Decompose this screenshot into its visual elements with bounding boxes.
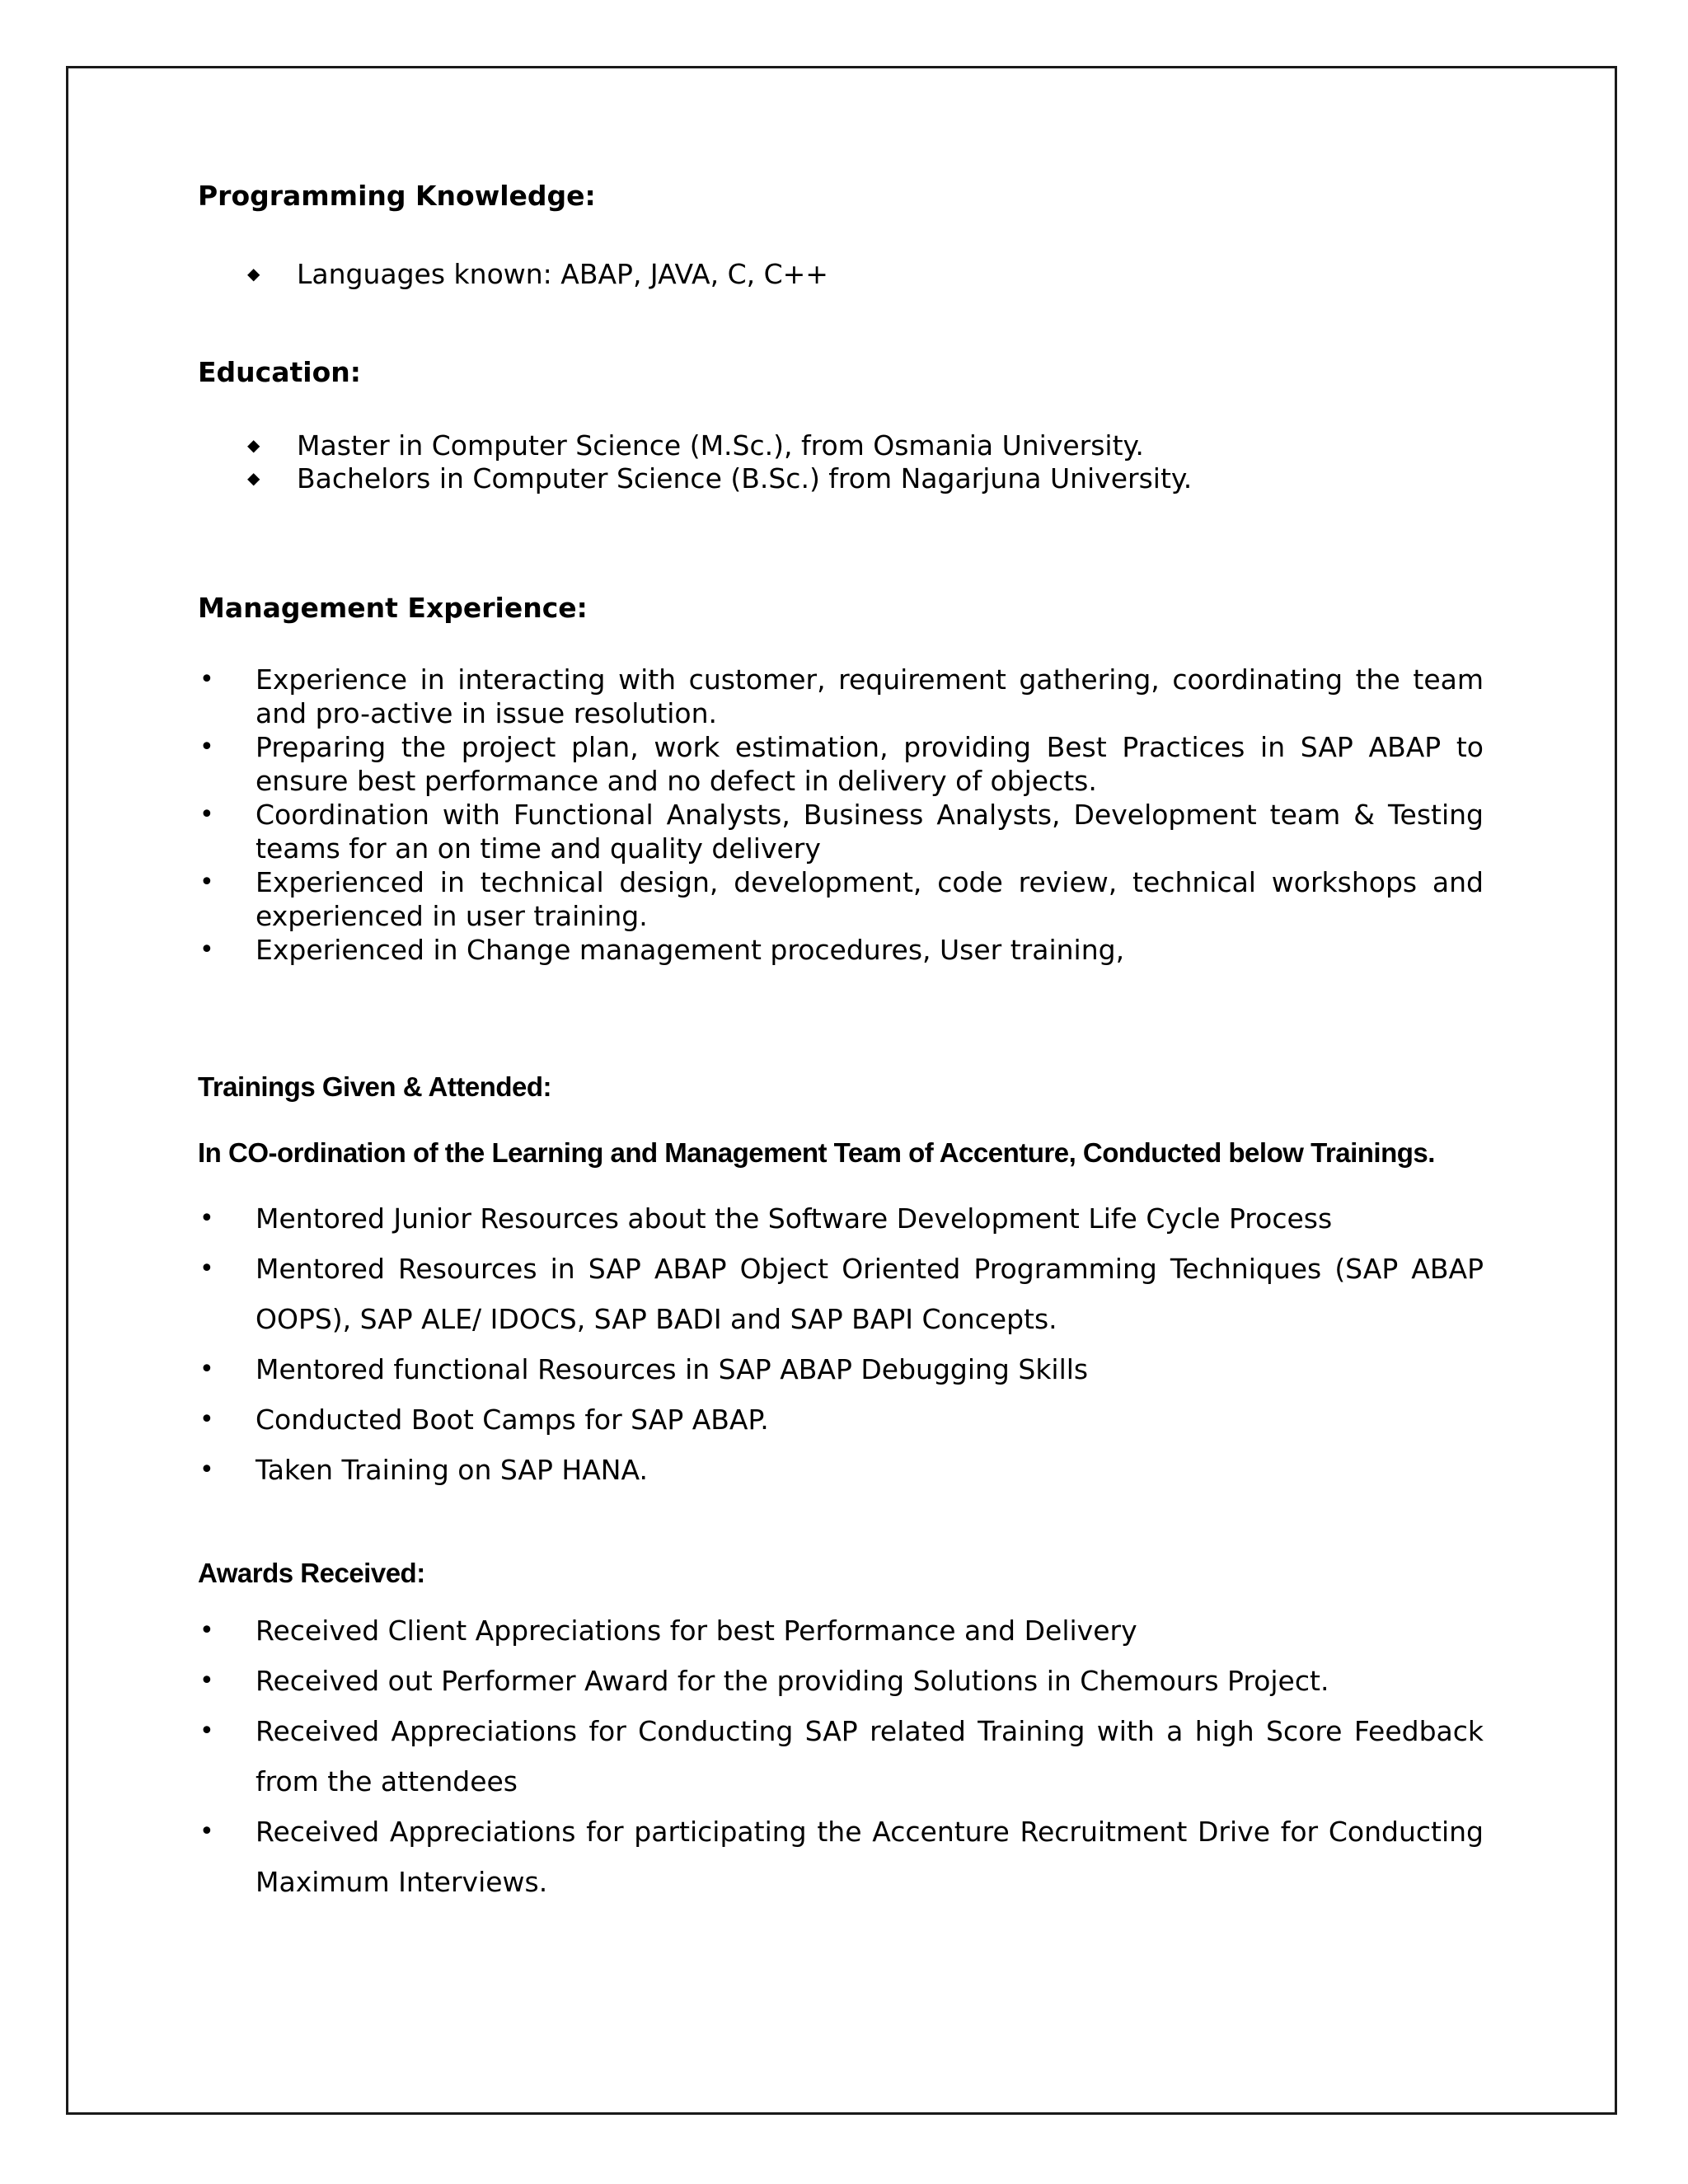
diamond-bullet-icon: ◆: [247, 435, 260, 455]
trainings-heading: Trainings Given & Attended:: [198, 1071, 551, 1102]
list-item-text: Experienced in technical design, development, code review, technical workshops and experienced in user training.: [256, 866, 1484, 932]
education-heading: Education:: [198, 356, 361, 388]
list-item: [198, 1656, 1484, 1706]
diamond-bullet-icon: ◆: [247, 264, 260, 284]
list-item: [198, 1394, 1484, 1445]
list-item: [198, 1445, 1484, 1495]
list-item: [198, 1244, 1484, 1344]
round-bullet-icon: •: [199, 935, 214, 964]
list-item: [198, 798, 1484, 865]
list-item-text: Preparing the project plan, work estimation, providing Best Practices in SAP ABAP to ensure best performance and no defect in delivery of objects.: [256, 731, 1484, 797]
awards-heading: Awards Received:: [198, 1558, 425, 1588]
round-bullet-icon: •: [199, 1405, 214, 1434]
trainings-subheading: In CO-ordination of the Learning and Management Team of Accenture, Conducted below Trainings.: [198, 1137, 1435, 1168]
list-item-text: Received Client Appreciations for best Performance and Delivery: [256, 1615, 1137, 1647]
list-item-text: Master in Computer Science (M.Sc.), from Osmania University.: [297, 429, 1144, 462]
diamond-bullet-icon: ◆: [247, 468, 260, 488]
list-item-text: Mentored functional Resources in SAP ABAP Debugging Skills: [256, 1353, 1089, 1385]
list-item: [198, 663, 1484, 730]
round-bullet-icon: •: [199, 800, 214, 829]
round-bullet-icon: •: [199, 1355, 214, 1384]
list-item: [198, 730, 1484, 798]
list-item: [198, 933, 1484, 967]
list-item-text: Bachelors in Computer Science (B.Sc.) from Nagarjuna University.: [297, 462, 1193, 494]
list-item-text: Coordination with Functional Analysts, Business Analysts, Development team & Testing teams for an on time and quality delivery: [256, 799, 1484, 865]
round-bullet-icon: •: [199, 1254, 214, 1283]
list-item-text: Received Appreciations for Conducting SAP related Training with a high Score Feedback from the attendees: [256, 1715, 1484, 1797]
list-item: [198, 1706, 1484, 1807]
list-item-text: Received Appreciations for participating the Accenture Recruitment Drive for Conducting Maximum Interviews.: [256, 1816, 1484, 1898]
round-bullet-icon: •: [199, 1616, 214, 1645]
round-bullet-icon: •: [199, 1204, 214, 1233]
list-item-text: Received out Performer Award for the providing Solutions in Chemours Project.: [256, 1665, 1329, 1697]
list-item-text: Languages known: ABAP, JAVA, C, C++: [297, 258, 828, 290]
list-item-text: Mentored Junior Resources about the Software Development Life Cycle Process: [256, 1202, 1333, 1235]
management-list: [198, 663, 1484, 967]
list-item: [198, 865, 1484, 933]
trainings-list: [198, 1193, 1484, 1495]
round-bullet-icon: •: [199, 1455, 214, 1484]
list-item: [198, 1605, 1484, 1656]
awards-list: [198, 1605, 1484, 1907]
list-item-text: Mentored Resources in SAP ABAP Object Oriented Programming Techniques (SAP ABAP OOPS), SAP ALE/ IDOCS, SAP BADI and SAP BAPI Concepts.: [256, 1253, 1484, 1335]
round-bullet-icon: •: [199, 733, 214, 762]
round-bullet-icon: •: [199, 1666, 214, 1695]
management-heading: Management Experience:: [198, 592, 588, 624]
round-bullet-icon: •: [199, 1717, 214, 1746]
programming-heading: Programming Knowledge:: [198, 180, 596, 212]
list-item-text: Experience in interacting with customer, requirement gathering, coordinating the team and pro-active in issue resolution.: [256, 663, 1484, 729]
round-bullet-icon: •: [199, 665, 214, 694]
list-item: [198, 1807, 1484, 1907]
list-item: [198, 1193, 1484, 1244]
list-item-text: Conducted Boot Camps for SAP ABAP.: [256, 1404, 769, 1436]
list-item-text: Experienced in Change management procedures, User training,: [256, 934, 1125, 966]
list-item-text: Taken Training on SAP HANA.: [256, 1454, 648, 1486]
round-bullet-icon: •: [199, 868, 214, 897]
round-bullet-icon: •: [199, 1817, 214, 1846]
list-item: [198, 1344, 1484, 1394]
